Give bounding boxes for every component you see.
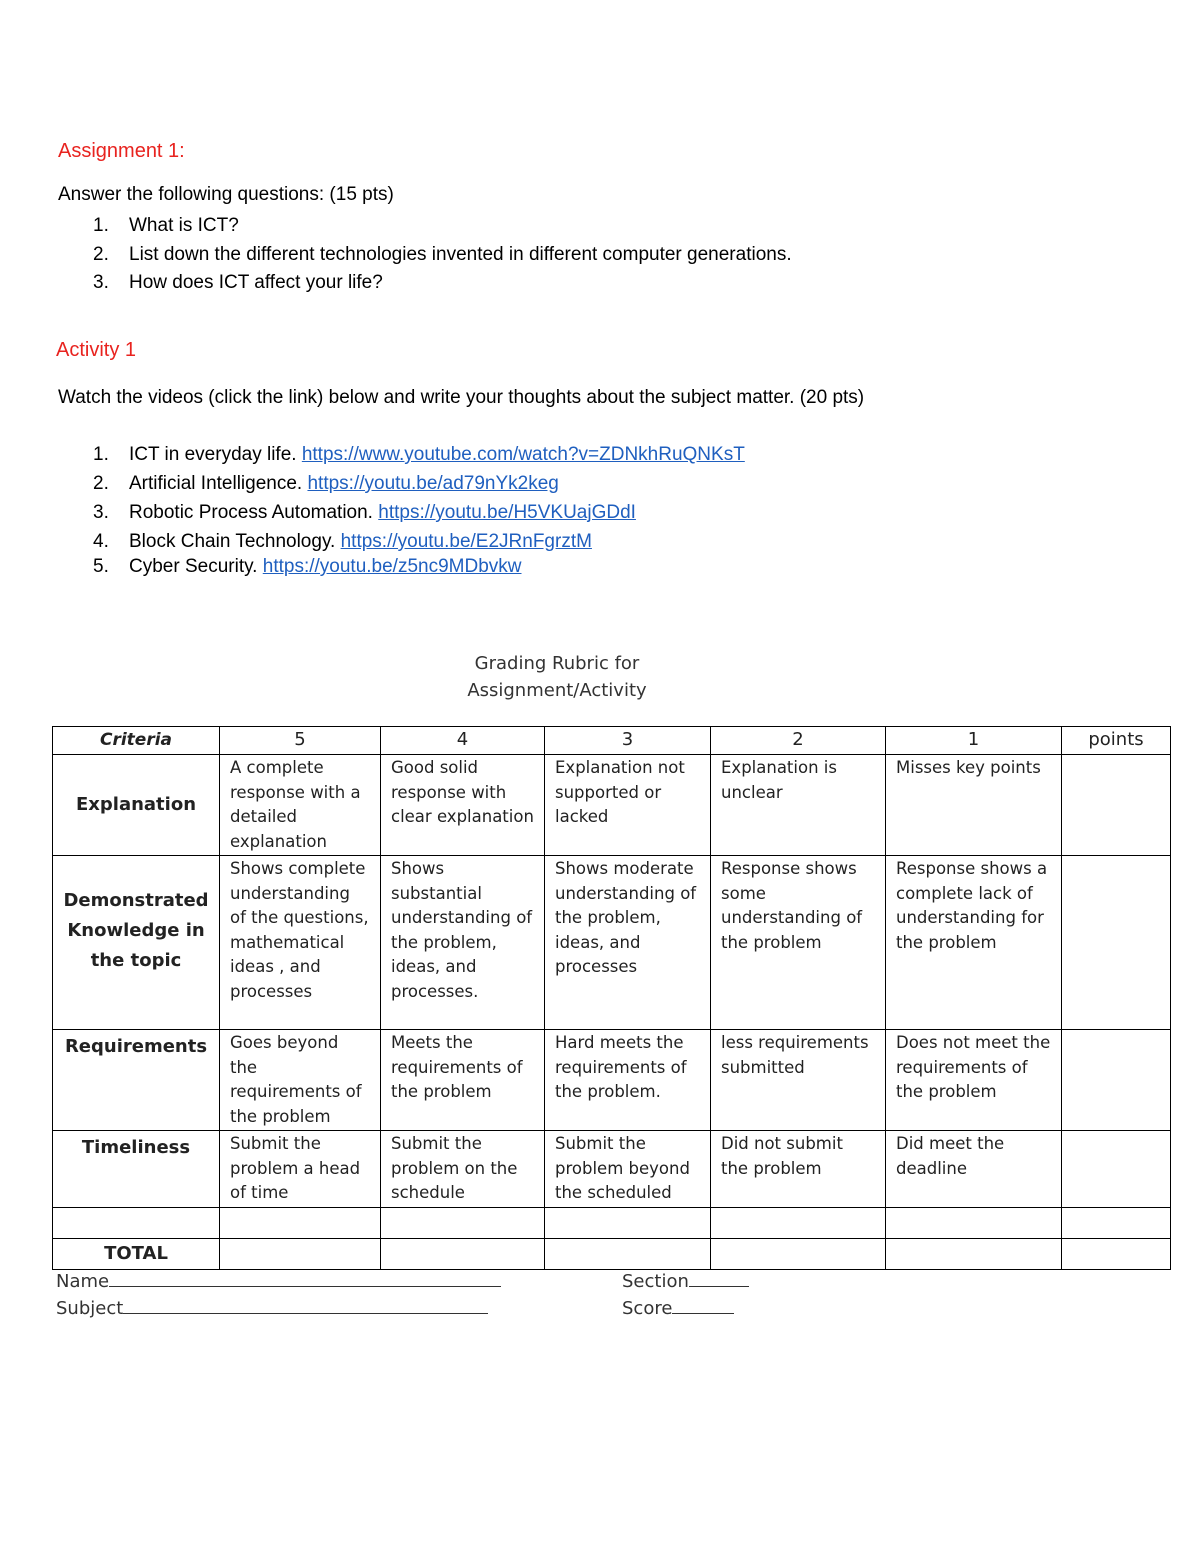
table-row bbox=[53, 1131, 1171, 1208]
video-link[interactable]: https://youtu.be/H5VKUajGDdI bbox=[378, 502, 636, 523]
table-cell: Response shows some understanding of the problem bbox=[711, 856, 886, 1030]
video-link[interactable]: https://youtu.be/E2JRnFgrztM bbox=[340, 531, 592, 552]
table-cell bbox=[545, 1207, 711, 1238]
points-cell[interactable] bbox=[1062, 1131, 1171, 1208]
subject-blank[interactable] bbox=[123, 1297, 488, 1314]
table-cell bbox=[220, 1207, 381, 1238]
total-label: TOTAL bbox=[53, 1238, 220, 1269]
score-label: Score bbox=[622, 1298, 673, 1319]
activity-heading: Activity 1 bbox=[56, 339, 137, 361]
table-cell: Did meet the deadline bbox=[886, 1131, 1062, 1208]
table-cell: Good solid response with clear explanation bbox=[381, 755, 545, 856]
list-item: 2. List down the different technologies invented in different computer generations. bbox=[93, 243, 792, 265]
column-header: Criteria bbox=[53, 727, 220, 755]
table-cell: Shows moderate understanding of the problem, ideas, and processes bbox=[545, 856, 711, 1030]
table-cell: less requirements submitted bbox=[711, 1030, 886, 1131]
list-item: 5. Cyber Security. https://youtu.be/z5nc9MDbvkw bbox=[93, 556, 522, 577]
column-header: 3 bbox=[545, 727, 711, 755]
table-cell: Explanation is unclear bbox=[711, 755, 886, 856]
table-cell bbox=[220, 1238, 381, 1269]
column-header: points bbox=[1062, 727, 1171, 755]
name-label: Name bbox=[56, 1271, 110, 1292]
column-header: 2 bbox=[711, 727, 886, 755]
table-cell: Goes beyond the requirements of the problem bbox=[220, 1030, 381, 1131]
points-cell[interactable] bbox=[1062, 856, 1171, 1030]
row-criterion: Requirements bbox=[53, 1030, 220, 1131]
rubric-title bbox=[390, 650, 724, 704]
list-item: 1. What is ICT? bbox=[93, 215, 239, 236]
row-criterion: Demonstrated Knowledge in the topic bbox=[53, 856, 220, 1030]
video-link[interactable]: https://youtu.be/z5nc9MDbvkw bbox=[262, 556, 522, 577]
column-header: 1 bbox=[886, 727, 1062, 755]
column-header: 4 bbox=[381, 727, 545, 755]
activity-instruction: Watch the videos (click the link) below and write your thoughts about the subject matter. (20 pts) bbox=[58, 387, 865, 408]
table-cell bbox=[381, 1207, 545, 1238]
table-cell: Did not submit the problem bbox=[711, 1131, 886, 1208]
row-criterion: Timeliness bbox=[53, 1131, 220, 1208]
points-cell[interactable] bbox=[1062, 1207, 1171, 1238]
table-cell: Does not meet the requirements of the problem bbox=[886, 1030, 1062, 1131]
table-cell bbox=[711, 1238, 886, 1269]
section-blank[interactable] bbox=[689, 1270, 749, 1287]
score-blank[interactable] bbox=[672, 1297, 734, 1314]
list-item: 2. Artificial Intelligence. https://youtu.be/ad79nYk2keg bbox=[93, 473, 559, 494]
name-blank[interactable] bbox=[109, 1270, 501, 1287]
table-cell: Submit the problem on the schedule bbox=[381, 1131, 545, 1208]
table-cell bbox=[711, 1207, 886, 1238]
table-row bbox=[53, 755, 1171, 856]
video-link[interactable]: https://www.youtube.com/watch?v=ZDNkhRuQNKsT bbox=[301, 444, 745, 465]
video-list bbox=[93, 440, 745, 581]
table-cell bbox=[545, 1238, 711, 1269]
table-cell: Meets the requirements of the problem bbox=[381, 1030, 545, 1131]
assignment-instruction: Answer the following questions: (15 pts) bbox=[58, 184, 394, 205]
list-item: 1. ICT in everyday life. https://www.youtube.com/watch?v=ZDNkhRuQNKsT bbox=[93, 444, 745, 465]
table-cell: Hard meets the requirements of the problem. bbox=[545, 1030, 711, 1131]
table-header-row bbox=[53, 727, 1171, 755]
table-cell: Response shows a complete lack of understanding for the problem bbox=[886, 856, 1062, 1030]
subject-field[interactable] bbox=[56, 1297, 488, 1319]
points-cell[interactable] bbox=[1062, 755, 1171, 856]
section-field[interactable] bbox=[622, 1270, 749, 1292]
list-item: 4. Block Chain Technology. https://youtu.be/E2JRnFgrztM bbox=[93, 531, 592, 552]
table-cell bbox=[886, 1207, 1062, 1238]
table-cell: Explanation not supported or lacked bbox=[545, 755, 711, 856]
table-cell: Shows substantial understanding of the problem, ideas, and processes. bbox=[381, 856, 545, 1030]
table-cell: Misses key points bbox=[886, 755, 1062, 856]
list-item: 3. Robotic Process Automation. https://youtu.be/H5VKUajGDdI bbox=[93, 502, 636, 523]
table-cell bbox=[53, 1207, 220, 1238]
rubric-title-line: Grading Rubric for bbox=[474, 653, 640, 674]
section-label: Section bbox=[622, 1271, 689, 1292]
table-cell bbox=[381, 1238, 545, 1269]
table-cell: Submit the problem a head of time bbox=[220, 1131, 381, 1208]
total-row bbox=[53, 1238, 1171, 1269]
table-cell bbox=[886, 1238, 1062, 1269]
table-row bbox=[53, 1030, 1171, 1131]
table-row bbox=[53, 856, 1171, 1030]
subject-label: Subject bbox=[56, 1298, 124, 1319]
rubric-title-line: Assignment/Activity bbox=[467, 680, 647, 701]
total-points-cell[interactable] bbox=[1062, 1238, 1171, 1269]
question-list bbox=[93, 212, 792, 298]
table-cell: Shows complete understanding of the questions, mathematical ideas , and processes bbox=[220, 856, 381, 1030]
name-field[interactable] bbox=[56, 1270, 501, 1292]
assignment-heading: Assignment 1: bbox=[58, 140, 185, 162]
table-row bbox=[53, 1207, 1171, 1238]
video-link[interactable]: https://youtu.be/ad79nYk2keg bbox=[307, 473, 559, 494]
points-cell[interactable] bbox=[1062, 1030, 1171, 1131]
table-cell: A complete response with a detailed explanation bbox=[220, 755, 381, 856]
row-criterion: Explanation bbox=[53, 755, 220, 856]
list-item: 3. How does ICT affect your life? bbox=[93, 272, 383, 293]
table-cell: Submit the problem beyond the scheduled bbox=[545, 1131, 711, 1208]
score-field[interactable] bbox=[622, 1297, 734, 1319]
rubric-table bbox=[52, 726, 1171, 1270]
column-header: 5 bbox=[220, 727, 381, 755]
